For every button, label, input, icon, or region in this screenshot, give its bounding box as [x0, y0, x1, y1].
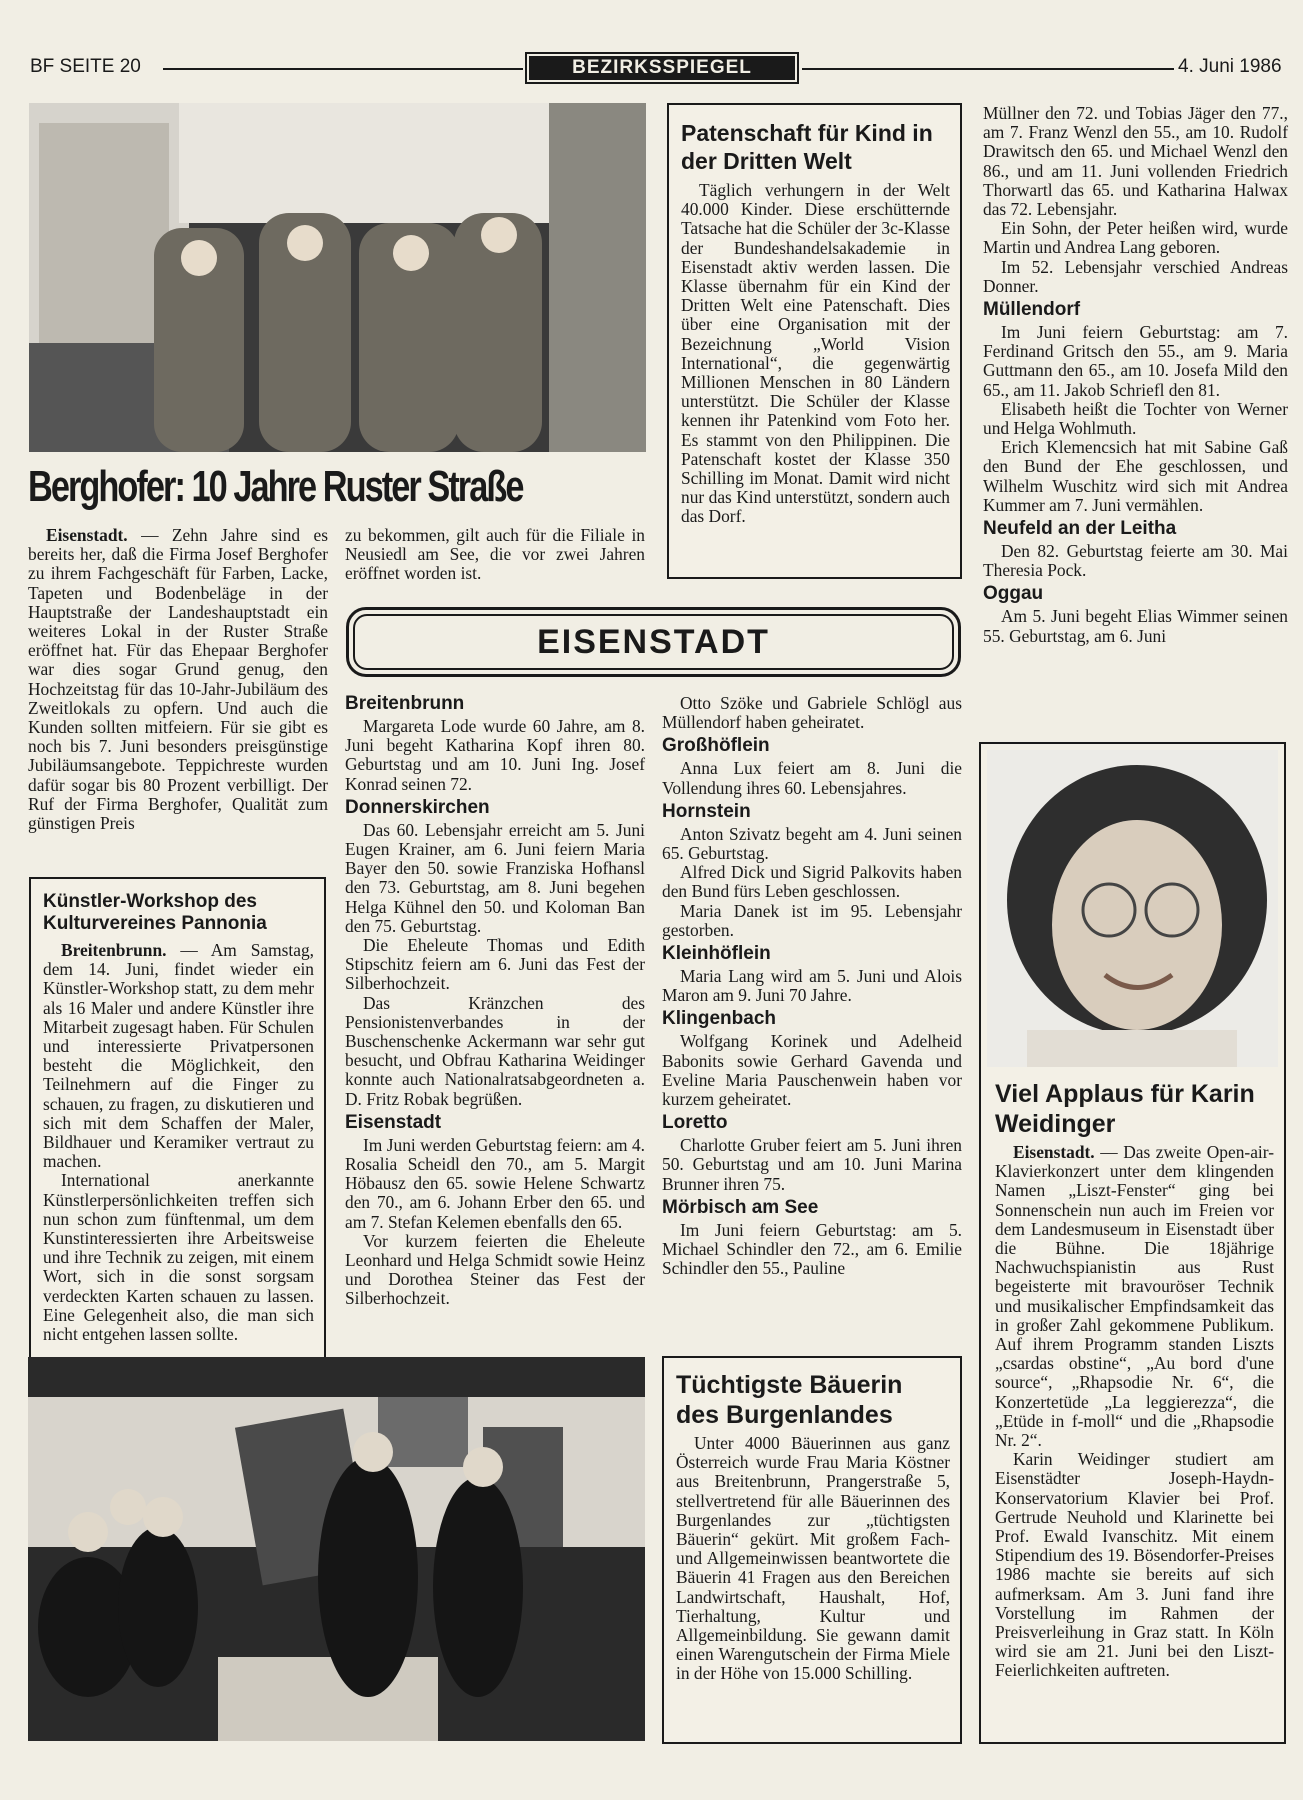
- hornstein-p3: Maria Danek ist im 95. Lebensjahr gestorben.: [662, 900, 962, 940]
- baeuerin-text: Unter 4000 Bäuerinnen aus ganz Österreich wurde Frau Maria Köstner aus Breitenbrunn, Prangerstraße 5, stellvertretend für alle Bäuerinnen des Burgenlandes zur „tüchtigsten Bäuerin“ gekürt. Mit großem Fach- und Allgemeinwissen beantwortete die Bäuerin 41 Fragen aus den Bereichen Landwirtschaft, Haushalt, Hof, Tierhaltung, Kultur und Allgemeinbildung. Sie gewann damit einen Warengutschein der Firma Miele in der Höhe von 15.000 Schilling.: [676, 1433, 950, 1684]
- berghofer-article-col2: [345, 526, 645, 584]
- heading-moerbisch: Mörbisch am See: [662, 1196, 819, 1218]
- workshop-headline: Künstler-Workshop des Kulturvereines Pannonia: [43, 891, 267, 934]
- workshop-box: [29, 877, 326, 1394]
- applaus-text: — Das zweite Open-air-Klavierkonzert unter dem klingenden Namen „Liszt-Fenster“ ging bei Sonnenschein nun auch im Freien vor dem Landesmuseum in Eisenstadt über die Bühne. Die 18jährige Nachwuchspianistin aus Rust begeisterte mit bravouröser Technik und musikalischer Empfindsamkeit das in großer Zahl gekommene Publikum. Auf ihrem Programm standen Liszts „csardas obstine“, „Au bord d'une source“, „Rhapsodie Nr. 6“, die Konzertetüde „La leggierezza“, die „Etüde in f-moll“ und die „Rhapsodie Nr. 2“.: [995, 1142, 1274, 1451]
- eisenstadt-banner: [346, 607, 961, 677]
- muellendorf-p1: Im Juni feiern Geburtstag: am 7. Ferdinand Gritsch den 55., am 9. Maria Guttmann den 65., am 10. Josefa Mild den 65., am 11. Jakob Schriefl den 81.: [983, 322, 1288, 400]
- patenschaft-box: [667, 103, 962, 579]
- eisenstadt-banner-title: EISENSTADT: [537, 622, 770, 661]
- klingenbach-p1: Wolfgang Korinek und Adelheid Babonits sowie Gerhard Gavenda und Eveline Maria Pauschenwein haben vor kurzem geheiratet.: [662, 1031, 962, 1110]
- berghofer-headline: Berghofer: 10 Jahre Ruster Straße: [28, 462, 523, 511]
- donnerskirchen-p1: Das 60. Lebensjahr erreicht am 5. Juni Eugen Krainer, am 6. Juni feiern Maria Bayer den 50. sowie Franziska Hofhansl den 73. Geburtstag, am 8. Juni begehen Helga Kühnel den 50. und Koloman Ban den 75. Geburtstag.: [345, 819, 645, 936]
- kleinhoeflein-p1: Maria Lang wird am 5. Juni und Alois Maron am 9. Juni 70 Jahre.: [662, 966, 962, 1006]
- berghofer-article-col1: [28, 526, 328, 833]
- muellendorf-p2: Elisabeth heißt die Tochter von Werner und Helga Wohlmuth.: [983, 398, 1288, 439]
- right-top-column: [983, 104, 1288, 646]
- hornstein-p1: Anton Szivatz begeht am 4. Juni seinen 65. Geburtstag.: [662, 823, 962, 864]
- muellendorf-p3: Erich Klemencsich hat mit Sabine Gaß den Bund der Ehe geschlossen, und Wilhelm Wuschitz wird sich mit Andrea Kummer am 7. Juni vermählen.: [983, 437, 1288, 515]
- baeuerin-box: [662, 1356, 962, 1744]
- berghofer-photo-image: [29, 103, 646, 452]
- heading-eisenstadt: Eisenstadt: [345, 1111, 442, 1133]
- moerbisch-p1: Im Juni feiern Geburtstag: am 5. Michael Schindler den 72., am 6. Emilie Schindler den 55., Pauline: [662, 1219, 962, 1279]
- berghofer-photo: [29, 103, 646, 452]
- heading-breitenbrunn: Breitenbrunn: [345, 693, 465, 714]
- heading-grosshoeflein: Großhöflein: [662, 735, 770, 757]
- eisenstadt-p1: Im Juni werden Geburtstag feiern: am 4. Rosalia Scheidl den 70., am 5. Margit Höbausz den 65. sowie Helene Schwartz den 70., am 6. Johann Erber den 65. und am 7. Stefan Kelemen ebenfalls den 65.: [345, 1134, 645, 1232]
- eisenstadt-p2: Vor kurzem feierten die Eheleute Leonhard und Helga Schmidt sowie Heinz und Dorothea Steiner das Fest der Silberhochzeit.: [345, 1230, 645, 1309]
- donnerskirchen-p3: Das Kränzchen des Pensionistenverbandes in der Buschenschenke Ackermann war sehr gut besucht, und Obfrau Katharina Weidinger konnte auch Nationalratsabgeordneten a. D. Fritz Robak begrüßen.: [345, 992, 645, 1109]
- berghofer-text: — Zehn Jahre sind es bereits her, daß die Firma Josef Berghofer zu ihrem Fachgeschäft für Farben, Lacke, Tapeten und Bodenbeläge in der Hauptstraße der Landeshauptstadt ein weiteres Lokal in der Ruster Straße eröffnet hat. Für das Ehepaar Berghofer war dies sogar Grund genug, den Hochzeitstag für das 10-Jahr-Jubiläum des Zweitlokals zu opfern. Und auch die Kunden sollten mitfeiern. Für sie gibt es noch bis 7. Juni besonders preisgünstige Jubiläumsangebote. Teppichreste wurden dafür sogar bis 80 Prozent verbilligt. Der Ruf der Firma Berghofer, Qualität zum günstigen Preis: [28, 525, 328, 834]
- breitenbrunn-p1: Margareta Lode wurde 60 Jahre, am 8. Juni begeht Katharina Kopf ihren 80. Geburtstag und am 10. Juni Ing. Josef Konrad seinen 72.: [345, 716, 645, 794]
- loretto-p1: Charlotte Gruber feiert am 5. Juni ihren 50. Geburtstag und am 10. Juni Marina Brunner ihren 75.: [662, 1135, 962, 1194]
- grosshoeflein-p1: Anna Lux feiert am 8. Juni die Vollendung ihres 60. Lebensjahres.: [662, 758, 962, 798]
- page-label: BF SEITE 20: [30, 56, 141, 77]
- hornstein-p2: Alfred Dick und Sigrid Palkovits haben den Bund fürs Leben geschlossen.: [662, 862, 962, 902]
- section-title-inner: BEZIRKSSPIEGEL: [529, 56, 795, 80]
- berghofer-text2: zu bekommen, gilt auch für die Filiale in Neusiedl am See, die vor zwei Jahren eröffnet worden ist.: [345, 525, 645, 584]
- right-top-p3: Im 52. Lebensjahr verschied Andreas Donner.: [983, 256, 1288, 296]
- col2-p0: Otto Szöke und Gabriele Schlögl aus Müllendorf haben geheiratet.: [662, 693, 962, 733]
- heading-oggau: Oggau: [983, 583, 1044, 605]
- heading-hornstein: Hornstein: [662, 800, 751, 822]
- applaus-headline: Viel Applaus für Karin Weidinger: [995, 1080, 1255, 1138]
- page-date: 4. Juni 1986: [1178, 56, 1282, 77]
- karin-portrait-image: [987, 750, 1278, 1067]
- eisenstadt-banner-inner: [353, 614, 954, 670]
- berghofer-place: Eisenstadt.: [46, 525, 128, 545]
- applaus-place: Eisenstadt.: [1013, 1142, 1095, 1162]
- karin-portrait: [987, 750, 1278, 1067]
- column-eisenstadt-2: [662, 694, 962, 1278]
- heading-muellendorf: Müllendorf: [983, 299, 1081, 321]
- workshop-place: Breitenbrunn.: [61, 940, 167, 960]
- neufeld-p1: Den 82. Geburtstag feierte am 30. Mai Theresia Pock.: [983, 541, 1288, 581]
- applaus-box: [979, 742, 1286, 1744]
- right-top-p1: Müllner den 72. und Tobias Jäger den 77., am 7. Franz Wenzl den 55., am 10. Rudolf Drawitsch den 65. und Michael Wenzl den 86., und am 11. Juni vollenden Friedrich Thorwartl das 65. und Katharina Halwax das 72. Lebensjahr.: [983, 103, 1288, 220]
- patenschaft-text: Täglich verhungern in der Welt 40.000 Kinder. Diese erschütternde Tatsache hat die Schüler der 3c-Klasse der Bundeshandelsakademie in Eisenstadt aktiv werden lassen. Die Klasse übernahm für ein Kind der Dritten Welt eine Patenschaft. Dies über eine Organisation mit der Bezeichnung „World Vision International“, die gegenwärtig Millionen Menschen in 80 Ländern unterstützt. Die Schüler der Klasse kennen ihr Patenkind vom Foto her. Es stammt von den Philippinen. Die Patenschaft kostet der Klasse 350 Schilling im Monat. Damit wird nicht nur das Kind unterstützt, sondern auch das Dorf.: [681, 180, 950, 527]
- right-top-p2: Ein Sohn, der Peter heißen wird, wurde Martin und Andrea Lang geboren.: [983, 218, 1288, 258]
- baeuerin-headline: Tüchtigste Bäuerin des Burgenlandes: [676, 1371, 903, 1429]
- section-title: [525, 52, 799, 84]
- heading-loretto: Loretto: [662, 1112, 728, 1134]
- workshop-photo-image: [28, 1357, 645, 1741]
- donnerskirchen-p2: Die Eheleute Thomas und Edith Stipschitz feiern am 6. Juni das Fest der Silberhochzeit.: [345, 935, 645, 994]
- heading-klingenbach: Klingenbach: [662, 1008, 777, 1030]
- column-middle: [345, 690, 645, 1309]
- heading-neufeld: Neufeld an der Leitha: [983, 518, 1177, 540]
- header-rule-left: [163, 68, 523, 70]
- applaus-text2: Karin Weidinger studiert am Eisenstädter Joseph-Haydn-Konservatorium Klavier bei Prof. Gertrude Neuhold und Klarinette bei Prof. Ewald Ivanschitz. Mit einem Stipendium des 19. Bösendorfer-Preises 1986 machte sie bereits auf sich aufmerksam. Am 3. Juni fand ihre Vorstellung im Rahmen der Preisverleihung in Graz statt. In Köln wird sie am 21. Juni bei den Liszt-Feierlichkeiten auftreten.: [995, 1449, 1274, 1681]
- heading-kleinhoeflein: Kleinhöflein: [662, 943, 771, 965]
- workshop-text: — Am Samstag, dem 14. Juni, findet wieder ein Künstler-Workshop statt, zu dem mehr als 16 Maler und andere Künstler ihre Mitarbeit zugesagt haben. Für Schulen und interessierte Privatpersonen besteht die Möglichkeit, den Teilnehmern auf die Finger zu schauen, zu fragen, zu diskutieren und sich mit dem Schaffen der Maler, Bildhauer und Keramiker vertraut zu machen.: [43, 940, 314, 1172]
- patenschaft-headline: Patenschaft für Kind in der Dritten Welt: [681, 120, 933, 174]
- header-rule-right: [802, 68, 1174, 70]
- workshop-text2: International anerkannte Künstlerpersönlichkeiten treffen sich nun schon zum fünftenmal, um dem Kunstinteressierten ihre Arbeitsweise und ihre Technik zu zeigen, mit einem Wort, sich in die sonst sorgsam verdeckten Karten schauen zu lassen. Eine Gelegenheit also, die man sich nicht entgehen lassen sollte.: [43, 1170, 314, 1345]
- oggau-p1: Am 5. Juni begeht Elias Wimmer seinen 55. Geburtstag, am 6. Juni: [983, 606, 1288, 646]
- workshop-photo: [28, 1357, 645, 1741]
- heading-donnerskirchen: Donnerskirchen: [345, 796, 490, 818]
